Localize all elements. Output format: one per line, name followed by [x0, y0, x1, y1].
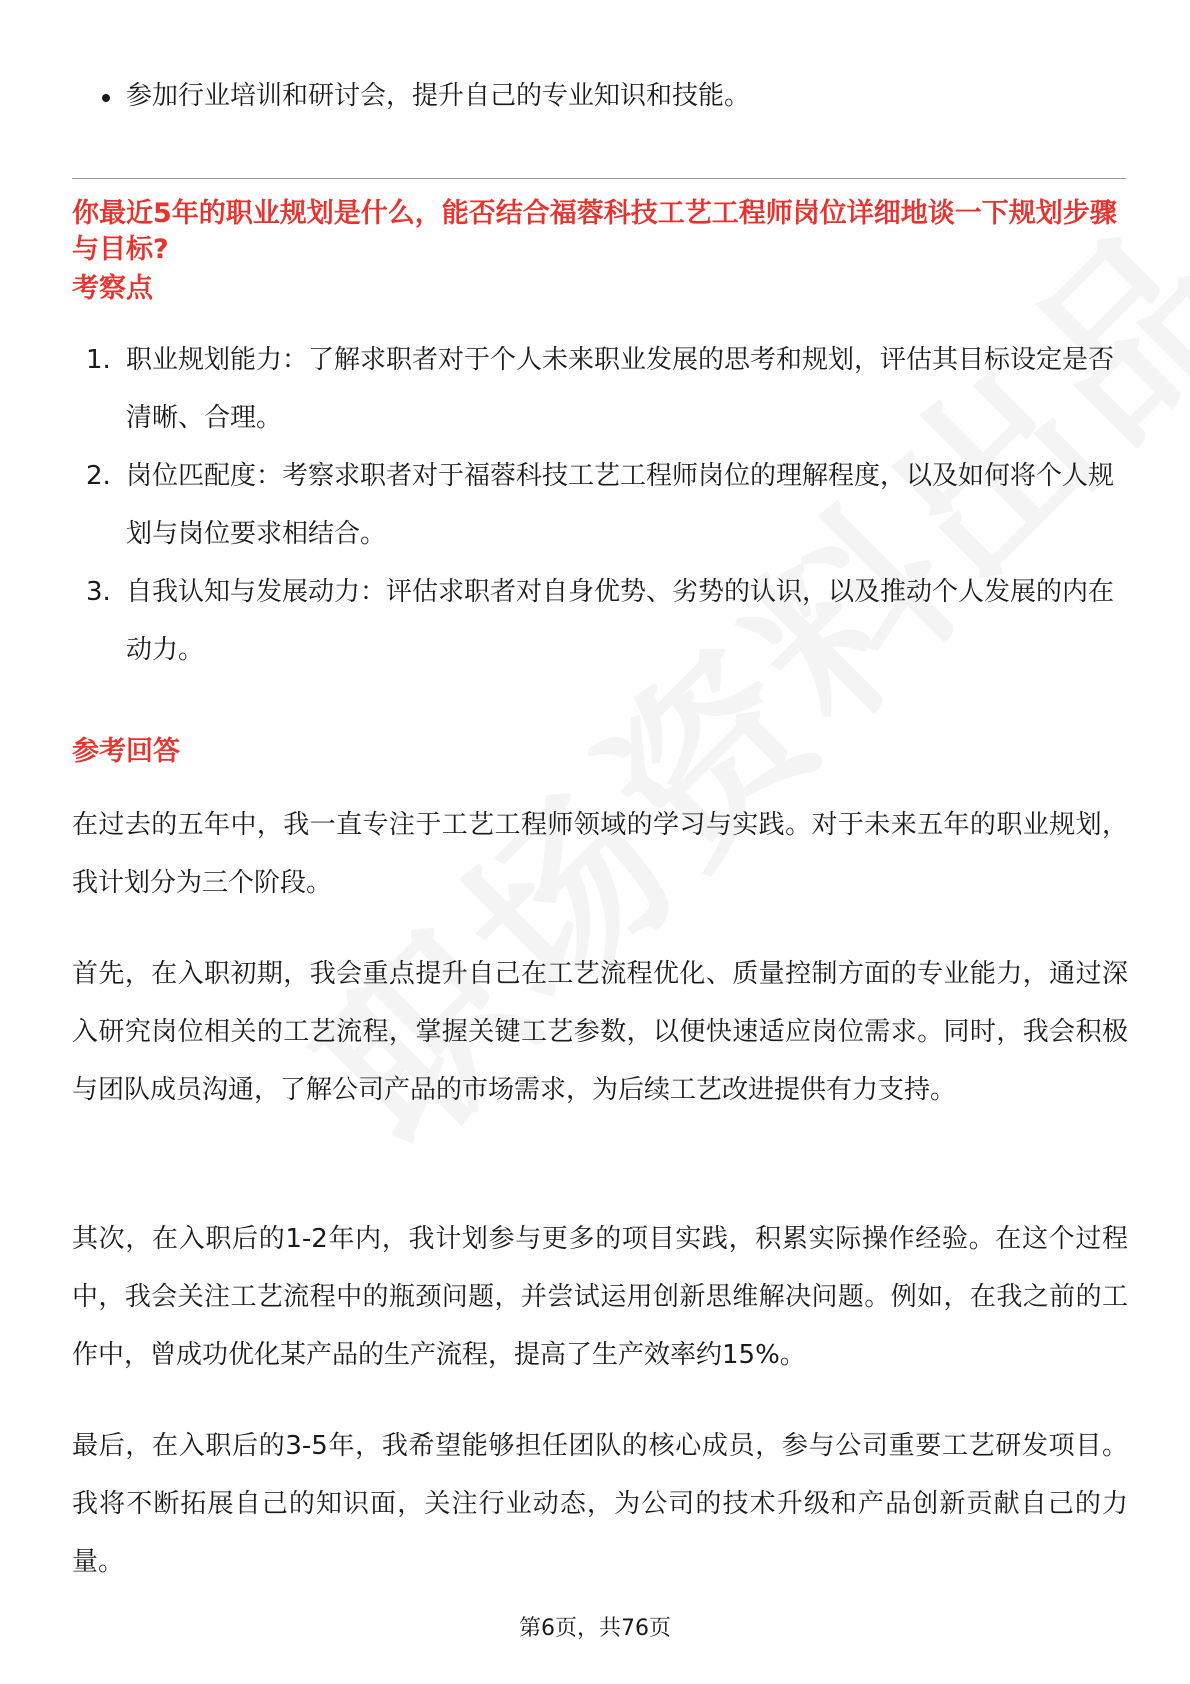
bullet-dot-icon [102, 94, 110, 102]
question-heading: 你最近5年的职业规划是什么，能否结合福蓉科技工艺工程师岗位详细地谈一下规划步骤与目标? [72, 198, 1117, 265]
page-number: 第6页，共76页 [519, 1616, 671, 1641]
answer-paragraph: 在过去的五年中，我一直专注于工艺工程师领域的学习与实践。对于未来五年的职业规划，我计划分为三个阶段。 [72, 810, 1128, 898]
list-item-text: 职业规划能力：了解求职者对于个人未来职业发展的思考和规划，评估其目标设定是否清晰、合理。 [126, 345, 1115, 433]
list-item-number: 3. [86, 577, 111, 607]
list-item-number: 2. [86, 461, 111, 491]
list-item-number: 1. [86, 345, 111, 375]
answer-paragraph: 其次，在入职后的1-2年内，我计划参与更多的项目实践，积累实际操作经验。在这个过程中，我会关注工艺流程中的瓶颈问题，并尝试运用创新思维解决问题。例如，在我之前的工作中，曾成功优化某产品的生产流程，提高了生产效率约15%。 [72, 1224, 1128, 1370]
intro-bullet-text: 参加行业培训和研讨会，提升自己的专业知识和技能。 [126, 81, 751, 111]
section-divider [72, 178, 1126, 179]
answer-heading: 参考回答 [72, 736, 180, 767]
answer-paragraph: 首先，在入职初期，我会重点提升自己在工艺流程优化、质量控制方面的专业能力，通过深入研究岗位相关的工艺流程，掌握关键工艺参数，以便快速适应岗位需求。同时，我会积极与团队成员沟通，了解公司产品的市场需求，为后续工艺改进提供有力支持。 [72, 959, 1128, 1105]
focus-points-heading: 考察点 [72, 273, 153, 304]
list-item-text: 岗位匹配度：考察求职者对于福蓉科技工艺工程师岗位的理解程度，以及如何将个人规划与岗位要求相结合。 [126, 461, 1115, 549]
answer-paragraph: 最后，在入职后的3-5年，我希望能够担任团队的核心成员，参与公司重要工艺研发项目。我将不断拓展自己的知识面，关注行业动态，为公司的技术升级和产品创新贡献自己的力量。 [72, 1431, 1128, 1577]
list-item-text: 自我认知与发展动力：评估求职者对自身优势、劣势的认识，以及推动个人发展的内在动力。 [126, 577, 1115, 665]
